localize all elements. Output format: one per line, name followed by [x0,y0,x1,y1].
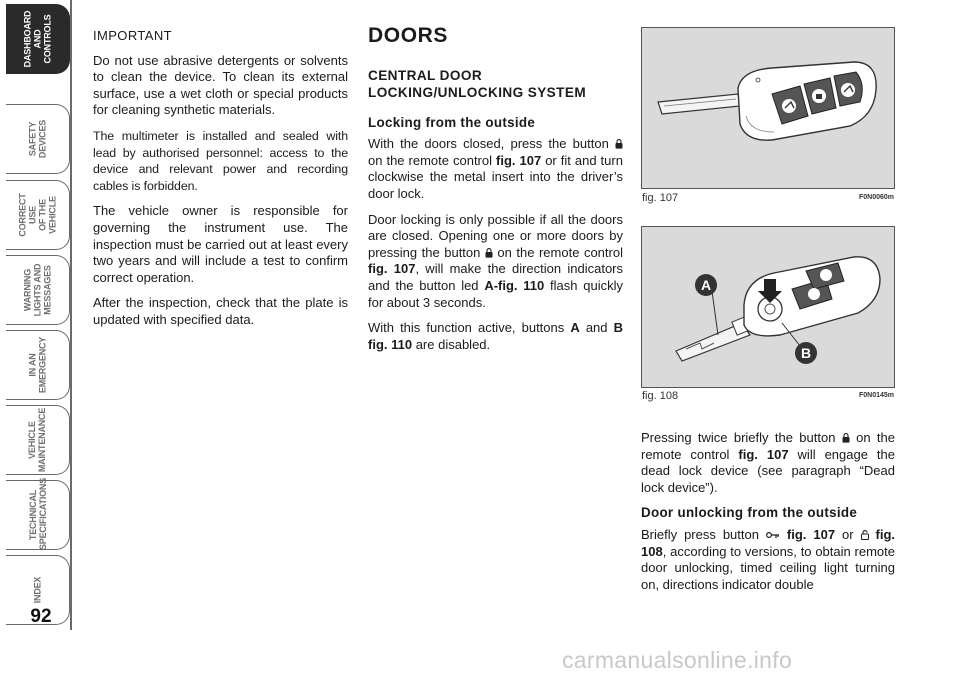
column-important [93,28,348,338]
tab-label: TECHNICAL SPECIFICATIONS [27,477,48,550]
callout-label-a: A [700,277,712,293]
important-heading: IMPORTANT [93,28,172,43]
rail-line [70,0,72,630]
tab-label: SAFETY DEVICES [27,119,48,159]
lock-icon [615,139,623,149]
lock-icon [842,433,850,443]
paragraph: The vehicle owner is responsible for governing the instrument use. The inspection must be carried out at least every two years and will include a test to confirm correct operation. [93,203,348,285]
locking-heading: Locking from the outside [368,114,536,130]
lock-icon [485,248,493,258]
figure-number: fig. 108 [642,390,679,402]
chapter-tab-rail [0,0,78,676]
flip-key-illustration [642,227,894,387]
callout-label-b: B [800,345,812,361]
figure-108-flip-key [641,226,895,388]
paragraph: Do not use abrasive detergents or solvents to clean the device. To clean its external surface, use a wet cloth or special products for cleaning synthetic materials. [93,52,348,118]
section-title: DOORS [368,24,449,47]
figure-code: F0N0145m [858,392,894,399]
unlock-icon [861,530,869,540]
paragraph: With this function active, buttons A and B fig. 110 are disabled. [368,320,623,352]
tab-dashboard-and-controls[interactable] [6,4,70,74]
paragraph: The multimeter is installed and sealed with lead by authorised personnel: access to the device and relevant power and recording cables is forbidden. [93,128,348,193]
paragraph: Pressing twice briefly the button on the remote control fig. 107 will engage the dead lock device (see paragraph “Dead lock device”). [641,430,895,495]
unlocking-heading: Door unlocking from the outside [641,505,858,521]
tab-label: DASHBOARD AND CONTROLS [22,10,53,68]
column-doors [368,24,623,362]
key-remote-illustration [642,28,894,188]
tab-vehicle-maintenance[interactable] [6,405,70,475]
tab-safety-devices[interactable] [6,104,70,174]
tab-label: VEHICLE MAINTENANCE [27,407,48,473]
watermark: carmanualsonline.info [562,647,793,673]
page-number: 92 [30,606,52,627]
paragraph: Door locking is only possible if all the doors are closed. Opening one or more doors by pressing the button on the remote control fig. 107, will make the direction indicators and the button led A-fig. 110 flash quickly for about 3 seconds. [368,211,623,310]
key-unlock-icon [766,530,780,540]
paragraph: With the doors closed, press the button on the remote control fig. 107 or fit and turn clockwise the metal insert into the driver’s door lock. [368,136,623,201]
section-subtitle: CENTRAL DOOR LOCKING/UNLOCKING SYSTEM [368,67,587,100]
figure-107-key-remote [641,27,895,189]
tab-technical-specifications[interactable] [6,477,70,550]
tab-correct-use[interactable] [6,180,70,250]
tab-label: WARNING LIGHTS AND MESSAGES [22,263,53,317]
figure-code: F0N0060m [858,194,894,201]
tab-label: IN AN EMERGENCY [27,336,48,394]
tab-warning-lights[interactable] [6,255,70,325]
figure-number: fig. 107 [642,192,679,204]
tab-label: CORRECT USE OF THE VEHICLE [17,193,58,237]
tab-label: INDEX [32,576,43,604]
column-unlocking [641,430,895,602]
paragraph: After the inspection, check that the plate is updated with specified data. [93,295,348,327]
paragraph: Briefly press button fig. 107 or fig. 108, according to versions, to obtain remote door unlocking, timed ceiling light turning on, directions indicator double [641,526,896,592]
tab-in-an-emergency[interactable] [6,330,70,400]
